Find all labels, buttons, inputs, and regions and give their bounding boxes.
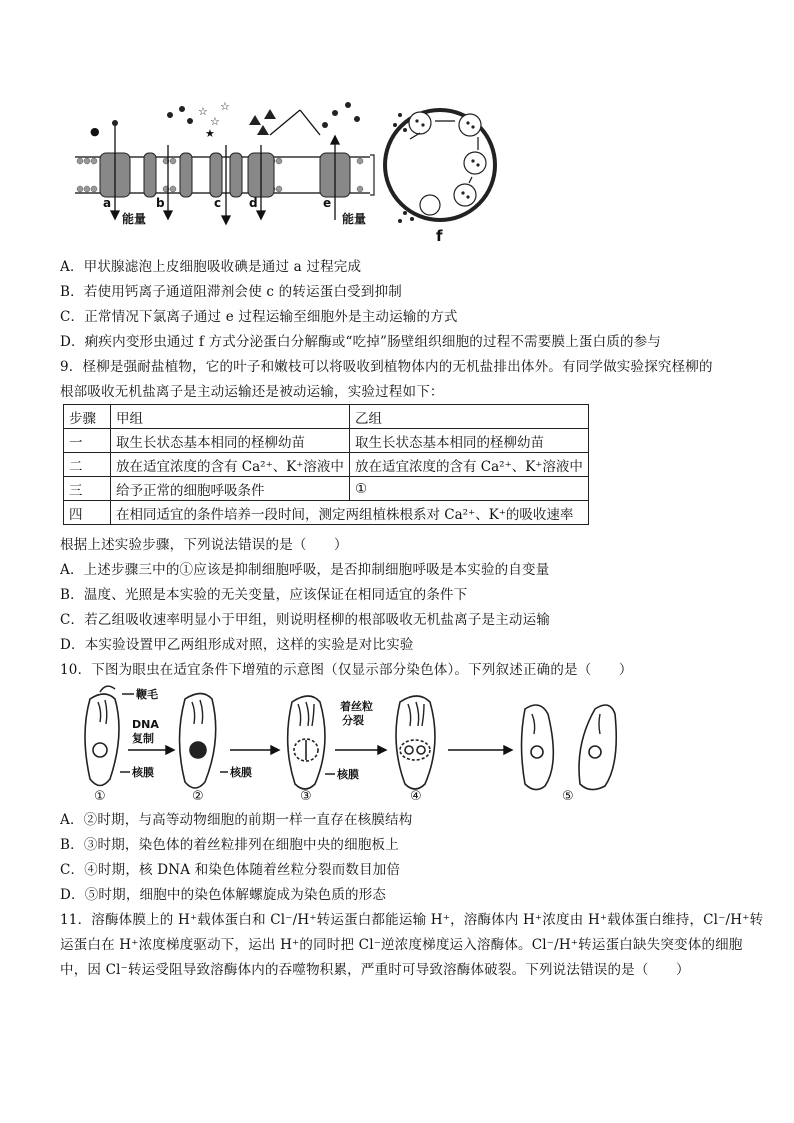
yi-cell: 放在适宜浓度的含有 Ca²⁺、K⁺溶液中: [350, 453, 589, 477]
arrow-label-a: a: [103, 196, 112, 210]
euglena-division-figure: [70, 684, 630, 804]
svg-text:☆: ☆: [198, 105, 208, 118]
channel-protein-c: [210, 153, 222, 197]
jia-cell: 放在适宜浓度的含有 Ca²⁺、K⁺溶液中: [111, 453, 350, 477]
energy-label-left: 能量: [122, 212, 147, 226]
q11-line1: 11．溶酶体膜上的 H⁺载体蛋白和 Cl⁻/H⁺转运蛋白都能运输 H⁺，溶酶体内 H⁺浓度由 H⁺载体蛋白维持，Cl⁻/H⁺转: [60, 912, 764, 928]
svg-text:☆: ☆: [210, 115, 220, 128]
q8-option-a: A．甲状腺滤泡上皮细胞吸收碘是通过 a 过程完成: [60, 259, 362, 275]
svg-text:●: ●: [90, 125, 100, 138]
dna-label-line1: DNA: [132, 718, 159, 731]
q9-option-a: A．上述步骤三中的①应该是抑制细胞呼吸，是否抑制细胞呼吸是本实验的自变量: [60, 562, 550, 578]
header-step: 步骤: [64, 405, 111, 429]
arrow-label-e: e: [323, 196, 332, 210]
q8-option-d: D．痢疾内变形虫通过 f 方式分泌蛋白分解酶或“吃掉”肠壁组织细胞的过程不需要膜上蛋白质的参与: [60, 334, 662, 350]
step-cell: 一: [64, 429, 111, 453]
table-header-row: [64, 405, 589, 429]
q10-option-c: C．④时期，核 DNA 和染色体随着丝粒分裂而数目加倍: [60, 862, 401, 878]
membrane-transport-figure: [70, 95, 500, 245]
stage-label-4: ④: [410, 789, 422, 804]
arrow-label-c: c: [214, 196, 222, 210]
header-group-jia: 甲组: [111, 405, 350, 429]
centromere-label-line1: 着丝粒: [340, 700, 373, 713]
step-cell: 三: [64, 477, 111, 501]
stage-label-5: ⑤: [562, 789, 574, 804]
arrow-label-d: d: [249, 196, 258, 210]
jia-cell: 取生长状态基本相同的柽柳幼苗: [111, 429, 350, 453]
channel-protein-b-right: [180, 153, 192, 197]
q11-line2: 运蛋白在 H⁺浓度梯度驱动下，运出 H⁺的同时把 Cl⁻逆浓度梯度运入溶酶体。Cl⁻/H⁺转运蛋白缺失突变体的细胞: [60, 937, 743, 953]
nucleus-label-3: 核膜: [337, 768, 359, 781]
jia-cell: 给予正常的细胞呼吸条件: [111, 477, 350, 501]
vesicle-label-f: f: [436, 227, 443, 245]
experiment-steps-table: [63, 404, 589, 525]
q10-option-b: B．③时期，染色体的着丝粒排列在细胞中央的细胞板上: [60, 837, 399, 853]
centromere-label-line2: 分裂: [342, 714, 364, 727]
flagellum-label: 鞭毛: [136, 688, 158, 701]
table-row: [64, 453, 589, 477]
energy-label-right: 能量: [342, 212, 367, 226]
table-row: [64, 429, 589, 453]
table-row: [64, 477, 589, 501]
stage-label-2: ②: [192, 789, 204, 804]
step-cell: 二: [64, 453, 111, 477]
q9-stem-line2: 根部吸收无机盐离子是主动运输还是被动运输，实验过程如下：: [60, 384, 444, 400]
stage-label-1: ①: [94, 789, 106, 804]
q8-option-b: B．若使用钙离子通道阻滞剂会使 c 的转运蛋白受到抑制: [60, 284, 402, 300]
channel-protein-b-left: [144, 153, 156, 197]
yi-cell: 取生长状态基本相同的柽柳幼苗: [350, 429, 589, 453]
q9-option-c: C．若乙组吸收速率明显小于甲组，则说明柽柳的根部吸收无机盐离子是主动运输: [60, 612, 551, 628]
q9-option-b: B．温度、光照是本实验的无关变量，应该保证在相同适宜的条件下: [60, 587, 468, 603]
nucleus-label-2: 核膜: [230, 766, 252, 779]
q10-stem: 10．下图为眼虫在适宜条件下增殖的示意图（仅显示部分染色体）。下列叙述正确的是（ ）: [60, 662, 633, 678]
svg-text:★: ★: [205, 127, 215, 140]
q9-stem-line1: 9．柽柳是强耐盐植物，它的叶子和嫩枝可以将吸收到植物体内的无机盐排出体外。有同学做实验探究柽柳的: [60, 359, 713, 375]
stage-label-3: ③: [300, 789, 312, 804]
q9-option-d: D．本实验设置甲乙两组形成对照，这样的实验是对比实验: [60, 637, 414, 653]
q9-question: 根据上述实验步骤，下列说法错误的是（ ）: [60, 537, 348, 553]
header-group-yi: 乙组: [350, 405, 589, 429]
q10-option-d: D．⑤时期，细胞中的染色体解螺旋成为染色质的形态: [60, 887, 387, 903]
step-cell: 四: [64, 501, 111, 525]
yi-cell: ①: [350, 477, 589, 501]
q8-option-c: C．正常情况下氯离子通过 e 过程运输至细胞外是主动运输的方式: [60, 309, 458, 325]
q11-line3: 中，因 Cl⁻转运受阻导致溶酶体内的吞噬物积累，严重时可导致溶酶体破裂。下列说法错误的是（ ）: [60, 962, 690, 978]
q10-option-a: A．②时期，与高等动物细胞的前期一样一直存在核膜结构: [60, 812, 413, 828]
svg-text:☆: ☆: [220, 100, 230, 113]
table-row: [64, 501, 589, 525]
dna-label-line2: 复制: [132, 732, 154, 745]
arrow-label-b: b: [156, 196, 165, 210]
merged-cell: 在相同适宜的条件培养一段时间，测定两组植株根系对 Ca²⁺、K⁺的吸收速率: [111, 501, 589, 525]
nucleus-label-1: 核膜: [132, 766, 154, 779]
